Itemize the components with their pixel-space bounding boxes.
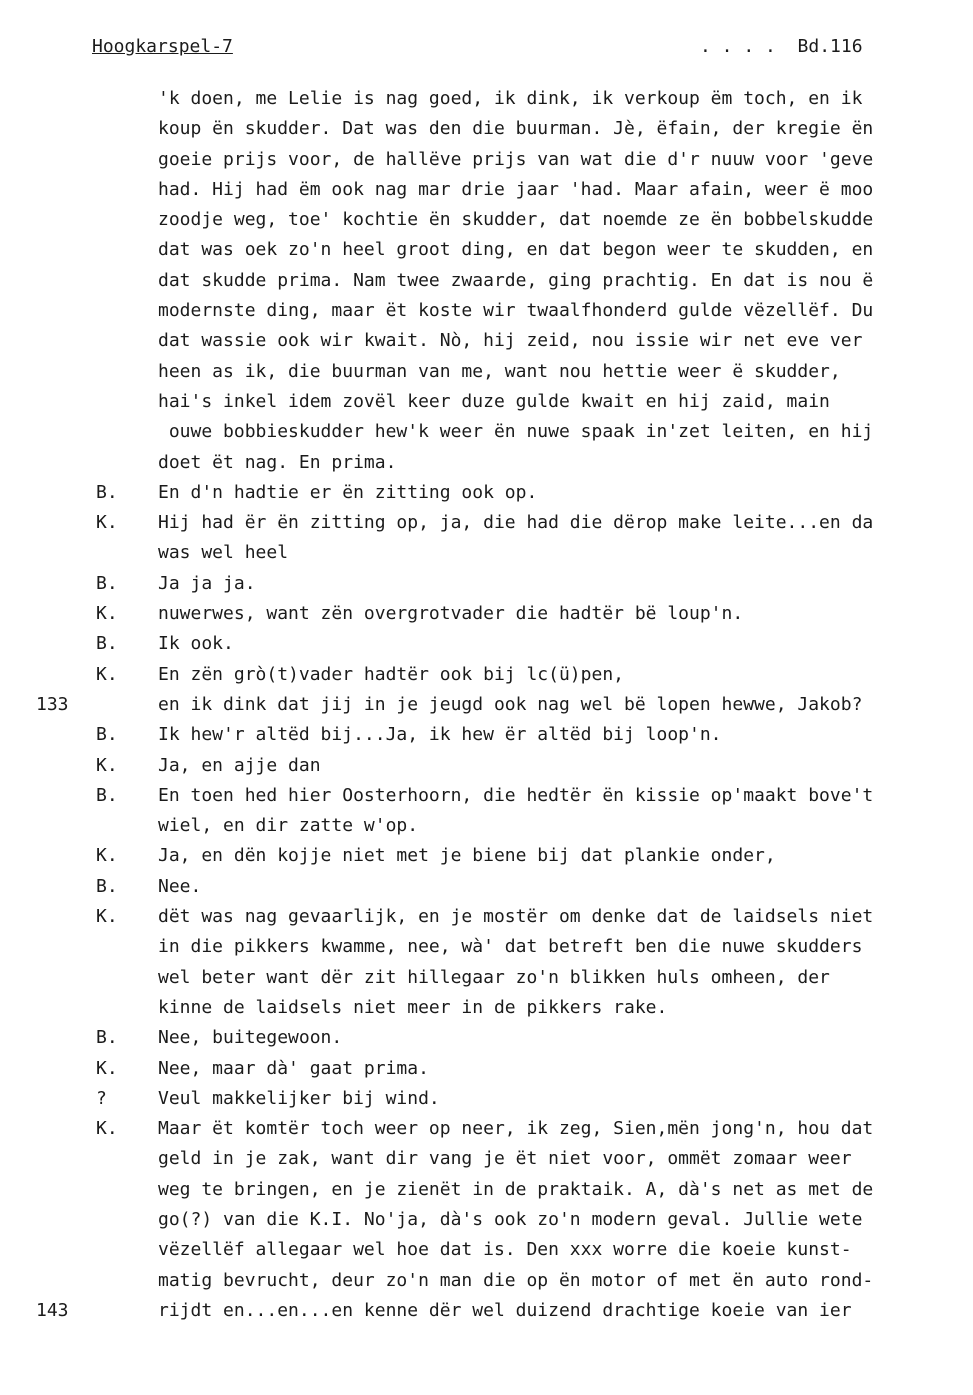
speaker-label: B. [96,1027,118,1049]
line-text: dat was oek zo'n heel groot ding, en dat begon weer te skudden, en [158,239,874,261]
transcript-line [0,1235,973,1265]
transcript-line [0,660,973,690]
transcript-line [0,448,973,478]
speaker-label: B. [96,481,118,503]
line-text: Ja, en dën kojje niet met je biene bij dat plankie onder, [158,845,776,867]
transcript-line [0,1114,973,1144]
transcript-line [0,993,973,1023]
line-text: hai's inkel idem zovël keer duze gulde kwait en hij zaid, main [158,390,830,412]
transcript-line [0,478,973,508]
line-text: Ja ja ja. [158,572,256,594]
transcript-line [0,508,973,538]
speaker-label: K. [96,512,118,534]
speaker-label: B. [96,572,118,594]
speaker-label: B. [96,633,118,655]
line-text: was wel heel [158,542,289,564]
line-text: dat skudde prima. Nam twee zwaarde, ging prachtig. En dat is nou ë [158,269,874,291]
transcript-line [0,235,973,265]
line-text: Hij had ër ën zitting op, ja, die had die dërop make leite...en da [158,512,874,534]
transcript-line [0,932,973,962]
line-text: matig bevrucht, deur zo'n man die op ën motor of met ën auto rond- [158,1269,874,1291]
transcript-line [0,114,973,144]
line-text: wiel, en dir zatte w'op. [158,815,419,837]
speaker-label: B. [96,784,118,806]
line-text: Ik ook. [158,633,234,655]
line-text: kinne de laidsels niet meer in de pikkers rake. [158,996,668,1018]
speaker-label: K. [96,1118,118,1140]
line-text: Nee, buitegewoon. [158,1027,343,1049]
line-text: weg te bringen, en je zienët in de praktaik. A, dà's net as met de [158,1178,874,1200]
transcript-line [0,751,973,781]
line-text: Maar ët komtër toch weer op neer, ik zeg, Sien,mën jong'n, hou dat [158,1118,874,1140]
line-text: heen as ik, die buurman van me, want nou hettie weer ë skudder, [158,360,841,382]
transcript-line [0,841,973,871]
transcript-line [0,872,973,902]
transcript-body [0,84,973,1326]
line-text: modernste ding, maar ët koste wir twaalfhonderd gulde vëzellëf. Du [158,300,874,322]
document-title: Hoogkarspel-7 [92,36,233,57]
line-text: dët was nag gevaarlijk, en je mostër om denke dat de laidsels niet [158,906,874,928]
page-reference: . . . . Bd.116 [700,36,863,57]
transcript-line [0,781,973,811]
speaker-label: B. [96,724,118,746]
transcript-line [0,629,973,659]
transcript-line [0,1175,973,1205]
speaker-label: K. [96,906,118,928]
line-text: koup ën skudder. Dat was den die buurman. Jè, ëfain, der kregie ën [158,118,874,140]
line-text: rijdt en...en...en kenne dër wel duizend drachtige koeie van ier [158,1299,852,1321]
speaker-label: K. [96,663,118,685]
line-text: wel beter want dër zit hillegaar zo'n blikken huls omheen, der [158,966,830,988]
transcript-line [0,84,973,114]
line-text: geld in je zak, want dir vang je ët niet voor, ommët zomaar weer [158,1148,852,1170]
transcript-line [0,1023,973,1053]
transcript-line [0,417,973,447]
line-text: En d'n hadtie er ën zitting ook op. [158,481,538,503]
transcript-line [0,1084,973,1114]
line-text: vëzellëf allegaar wel hoe dat is. Den xxx worre die koeie kunst- [158,1239,852,1261]
line-text: nuwerwes, want zën overgrotvader die hadtër bë loup'n. [158,603,744,625]
line-text: En zën grò(t)vader hadtër ook bij lc(ü)pen, [158,663,624,685]
transcript-line [0,690,973,720]
transcript-line [0,902,973,932]
line-text: had. Hij had ëm ook nag mar drie jaar 'had. Maar afain, weer ë moo [158,178,874,200]
line-text: goeie prijs voor, de hallëve prijs van wat die d'r nuuw voor 'geve [158,148,874,170]
transcript-line [0,1205,973,1235]
transcript-line [0,205,973,235]
line-text: Nee, maar dà' gaat prima. [158,1057,429,1079]
transcript-line [0,387,973,417]
speaker-label: K. [96,754,118,776]
speaker-label: K. [96,603,118,625]
line-text: zoodje weg, toe' kochtie ën skudder, dat noemde ze ën bobbelskudde [158,209,874,231]
transcript-line [0,569,973,599]
transcript-line [0,1144,973,1174]
transcript-line [0,1054,973,1084]
line-text: dat wassie ook wir kwait. Nò, hij zeid, nou issie wir net eve ver [158,330,863,352]
line-text: go(?) van die K.I. No'ja, dà's ook zo'n modern geval. Jullie wete [158,1208,863,1230]
line-text: Ik hew'r altëd bij...Ja, ik hew ër altëd bij loop'n. [158,724,722,746]
line-text: Nee. [158,875,202,897]
line-text: in die pikkers kwamme, nee, wà' dat betreft ben die nuwe skudders [158,936,863,958]
line-text: doet ët nag. En prima. [158,451,397,473]
transcript-line [0,326,973,356]
speaker-label: B. [96,875,118,897]
transcript-line [0,296,973,326]
margin-line-number: 143 [36,1299,69,1321]
transcript-line [0,266,973,296]
transcript-line [0,599,973,629]
line-text: En toen hed hier Oosterhoorn, die hedtër ën kissie op'maakt bove't [158,784,874,806]
line-text: 'k doen, me Lelie is nag goed, ik dink, ik verkoup ëm toch, en ik [158,88,863,109]
transcript-line [0,963,973,993]
speaker-label: K. [96,845,118,867]
line-text: Ja, en ajje dan [158,754,321,776]
transcript-line [0,175,973,205]
line-text: Veul makkelijker bij wind. [158,1087,440,1109]
transcript-line [0,1266,973,1296]
line-text: en ik dink dat jij in je jeugd ook nag wel bë lopen hewwe, Jakob? [158,693,863,715]
transcript-line [0,720,973,750]
transcript-line [0,811,973,841]
speaker-label: K. [96,1057,118,1079]
transcript-line [0,145,973,175]
transcript-line [0,1296,973,1326]
line-text: ouwe bobbieskudder hew'k weer ën nuwe spaak in'zet leiten, en hij [158,421,874,443]
margin-line-number: 133 [36,693,69,715]
speaker-label: ? [96,1087,107,1109]
transcript-line [0,538,973,568]
transcript-line [0,357,973,387]
